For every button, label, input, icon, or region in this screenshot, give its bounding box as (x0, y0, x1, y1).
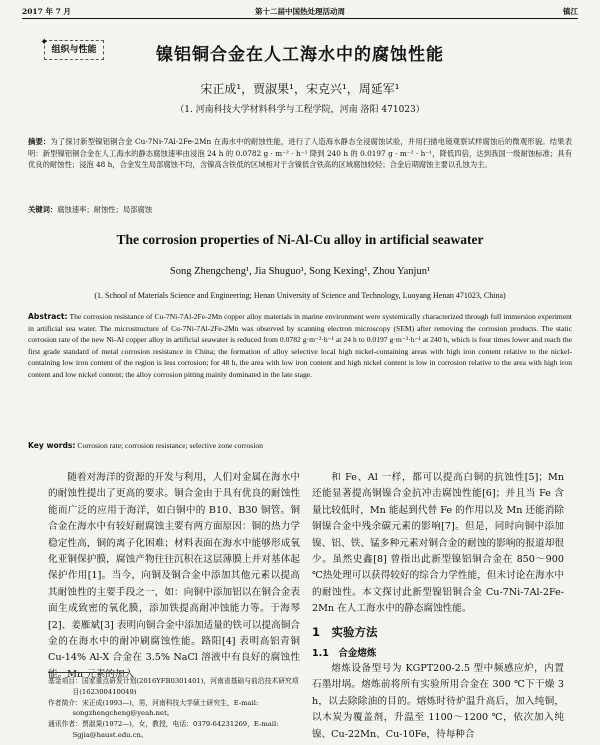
header-date: 2017 年 7 月 (22, 7, 71, 16)
header-conference: 第十二届中国热处理活动周 (255, 7, 345, 16)
header-location: 镇江 (563, 7, 578, 16)
keywords-cn-text: 腐蚀速率；耐蚀性；局部腐蚀 (57, 205, 153, 214)
footnote-corresponding: 通讯作者：贾淑果(1972—)，女，教授，电话：0379-64231269，E-mail: Sgjia@haust.edu.cn。 (48, 720, 279, 739)
section-badge-label: 组织与性能 (51, 45, 97, 55)
body-right-column: 和 Fe、Al 一样，都可以提高白铜的抗蚀性[5]；Mn 还能显著提高铜镍合金抗冲击腐蚀性能[6]；并且当 Fe 含量比较低时，Mn 能起到代替 Fe 的作用以及 Mn 还能消除铜镍合金中残余碳元素的影响[7]。但是，同时向铜中添加镍、铝、铁、锰多种元素对铜合金的耐蚀的影响的报道却很少。虽然史鑫[8] 曾指出此新型镍铝铜合金在 850～900 ℃热处理可以获得较好的综合力学性能，但未讨论在海水中的耐蚀性。本文探讨此新型镍铝铜合金 Cu-7Ni-7Al-2Fe-2Mn 在人工海水中的静态腐蚀性能。 (312, 472, 564, 615)
footnote-author-bio: 作者简介：宋正成(1993—)，男，河南科技大学硕士研究生，E-mail: songzhengcheng@yeah.net。 (48, 698, 259, 718)
body-right-column-2: 熔炼设备型号为 KGPT200-2.5 型中频感应炉，内置石墨坩埚。熔炼前将所有实验所用合金在 300 ℃下干燥 3 h，以去除除油的目的。熔炼时待炉温升高后，加入纯铜，以木炭为覆盖剂，升温至 1100～1200 ℃，依次加入纯镍、Cu-22Mn、Cu-10Fe，待每种合 (312, 663, 564, 740)
abstract-en-label: Abstract: (28, 312, 68, 321)
footnote-divider (48, 672, 128, 673)
footnote (48, 676, 300, 741)
abstract-cn (28, 136, 572, 171)
star-icon: ✦ (40, 37, 49, 48)
keywords-en-label: Key words: (28, 441, 76, 450)
affiliation-en: (1. School of Materials Science and Engineering; Henan University of Science and Technology, Luoyang Henan 471023, China) (94, 291, 506, 300)
footnote-funding: 基金项目：国家重点研发计划(2016YFB0301401)，河南省基础与前沿技术研究项目(162300410049) (48, 677, 299, 696)
subsection-heading-melting: 1.1 合金熔炼 (312, 648, 377, 659)
abstract-en-text: The corrosion resistance of Cu-7Ni-7Al-2Fe-2Mn copper alloy materials in marine environment were systemically characterized through full immersion experiment in artificial sea water. The microstructure of Cu-7Ni-7Al-2Fe-2Mn was observed by scanning electron microscopy (SEM) after removing the corrosion products. The static corrosion rate of the new Ni-Al copper alloy in artificial seawater is reduced from 0.0782 g·m⁻²·h⁻¹ at 24 h to 0.0197 g·m⁻²·h⁻¹ at 240 h, which is four times lower and reach the first grade standard of metal corrosion resistance in China; the formation of alloy selective local high nickel-containing areas with high iron content relative to the nickel-containing low iron content of the region is less corrosion; for 48 h, the area with low iron content and high nickel content is low in corrosion relative to the area with high iron content and low nickel content; the alloy corrosion pitting mainly dominated in the late stage. (28, 312, 572, 379)
section-heading-experimental: 1 实验方法 (312, 625, 378, 639)
affiliation-cn: （1. 河南科技大学材料科学与工程学院，河南 洛阳 471023） (175, 105, 425, 115)
authors-cn: 宋正成¹，贾淑果¹，宋克兴¹，周延军¹ (200, 82, 400, 96)
keywords-cn-label: 关键词： (28, 205, 58, 214)
keywords-en (28, 440, 572, 452)
keywords-cn (28, 204, 572, 216)
keywords-en-text: Corrosion rate; corrosion resistance; selective zone corrosion (77, 441, 263, 450)
body-left-column: 随着对海洋的资源的开发与利用，人们对金属在海水中的耐蚀性提出了更高的要求。铜合金由于具有优良的耐蚀性能而广泛的应用于海洋，如白铜中的 B10、B30 铜管。铜合金在海水中有较好耐腐蚀主要有两方面原因：铜的热力学稳定性高，铜的离子化困难；材料表面在海水中能够形成氧化亚铜保护膜，腐蚀产物往往沉积在这层薄膜上并对基体起保护作用[1]。当今，向铜及铜合金中添加其他元素以提高其耐蚀性的主要手段之一，如：向铜中添加铝以在铜合金表面生成致密的氧化膜，添加铁提高耐冲蚀能力等。于海琴[2]、姜雁斌[3] 表明向铜合金中添加适量的铁可以提高铜合金的在海水中的耐冲刷腐蚀性能。路阳[4] 表明高铝青铜 Cu-14% Al-X 合金在 3.5% NaCl 溶液中有良好的腐蚀性能。Mn 元素的加入 (48, 472, 300, 680)
running-header (22, 4, 578, 19)
paper-title-cn: 镍铝铜合金在人工海水中的腐蚀性能 (156, 45, 444, 65)
abstract-cn-label: 摘要： (28, 137, 51, 146)
abstract-en (28, 311, 572, 381)
abstract-cn-text: 为了探讨新型镍铝铜合金 Cu-7Ni-7Al-2Fe-2Mn 在海水中的耐蚀性能，进行了人造海水静态全浸腐蚀试验，并用扫描电镜观察试样腐蚀后的微观形貌。结果表明：新型镍铝铜合金在人工海水的静态腐蚀速率由浸泡 24 h 的 0.0782 g · m⁻² · h⁻¹ 降到 240 h 的 0.0197 g · m⁻² · h⁻¹，降低四倍，达到我国一级耐蚀标准；具有优良的耐蚀性；浸泡 48 h，合金发生局部腐蚀不均，含镍高含铁低的区域相对于含镍低含铁高的区域腐蚀较轻；合金后期腐蚀主要以孔蚀为主。 (28, 137, 572, 170)
authors-en: Song Zhengcheng¹, Jia Shuguo¹, Song Kexing¹, Zhou Yanjun¹ (169, 266, 431, 277)
paper-title-en: The corrosion properties of Ni-Al-Cu alloy in artificial seawater (116, 232, 484, 247)
